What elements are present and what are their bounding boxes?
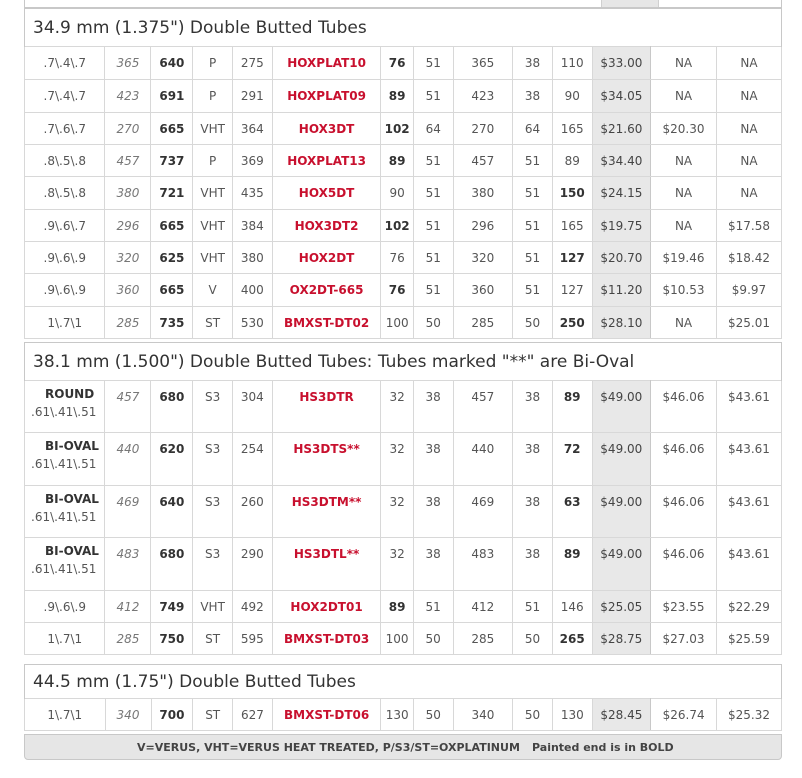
table-cell: 50 [413, 307, 453, 339]
table-cell: $10.53 [651, 274, 717, 307]
table-cell: 38 [513, 80, 553, 113]
table-cell: 89 [552, 145, 592, 177]
table-cell: $27.03 [651, 623, 717, 655]
table-cell: NA [651, 145, 717, 177]
price-cell: $49.00 [592, 381, 651, 433]
table-cell: 64 [513, 113, 553, 145]
table-cell: 749 [151, 591, 193, 623]
table-cell: VHT [193, 591, 233, 623]
wall-thickness-cell [25, 381, 105, 433]
table-cell: 51 [413, 210, 453, 242]
table-cell: $43.61 [716, 433, 781, 486]
table-cell: .9\.6\.9 [25, 591, 105, 623]
table-cell: 89 [381, 145, 413, 177]
table-cell: 680 [151, 381, 193, 433]
table-cell: 440 [105, 433, 151, 486]
table-cell: $25.01 [716, 307, 781, 339]
part-number-cell: BMXST-DT03 [272, 623, 381, 655]
table-cell: 737 [151, 145, 193, 177]
table-cell: 38 [413, 381, 453, 433]
price-cell: $28.10 [592, 307, 651, 339]
table-cell: NA [716, 145, 781, 177]
table-cell: S3 [193, 381, 233, 433]
table-cell: 50 [513, 623, 553, 655]
table-cell: 380 [453, 177, 513, 210]
table-cell: 89 [381, 80, 413, 113]
table-cell: ST [193, 699, 233, 731]
table-cell: 320 [105, 242, 151, 274]
table-cell: 364 [233, 113, 273, 145]
legend-footer [24, 734, 782, 760]
table-cell: 146 [552, 591, 592, 623]
table-cell: 1\.7\1 [25, 623, 105, 655]
table-cell: $20.30 [651, 113, 717, 145]
table-cell: 50 [413, 623, 453, 655]
table-cell: NA [651, 80, 717, 113]
price-cell: $25.05 [592, 591, 651, 623]
table-cell: 680 [151, 538, 193, 591]
table-cell: 270 [453, 113, 513, 145]
table-cell: 483 [453, 538, 513, 591]
table-cell: 750 [151, 623, 193, 655]
table-cell: 89 [552, 538, 592, 591]
table-cell: $25.59 [716, 623, 781, 655]
table-row [25, 538, 782, 591]
table-cell: 32 [381, 538, 413, 591]
part-number-cell: HOXPLAT10 [272, 47, 381, 80]
table-cell: 102 [381, 210, 413, 242]
table-cell: 285 [453, 307, 513, 339]
price-cell: $28.45 [592, 699, 651, 731]
table-cell: 469 [453, 486, 513, 538]
table-cell: 50 [513, 699, 553, 731]
table-cell: 285 [453, 623, 513, 655]
table-cell: $26.74 [651, 699, 717, 731]
table-cell: 110 [552, 47, 592, 80]
table-cell: 625 [151, 242, 193, 274]
table-cell: 665 [151, 113, 193, 145]
table-cell: 51 [513, 591, 553, 623]
table-cell: $23.55 [651, 591, 717, 623]
table-cell: $46.06 [651, 538, 717, 591]
table-cell: 380 [233, 242, 273, 274]
table-cell: 150 [552, 177, 592, 210]
table-cell: ST [193, 307, 233, 339]
table-top-edge [24, 0, 782, 8]
part-number-cell: HOXPLAT13 [272, 145, 381, 177]
price-cell: $33.00 [592, 47, 651, 80]
table-cell: 127 [552, 242, 592, 274]
part-number-cell: HS3DTL** [272, 538, 381, 591]
section-title: 44.5 mm (1.75") Double Butted Tubes [25, 665, 782, 699]
table-row [25, 307, 782, 339]
table-cell: 1\.7\1 [25, 699, 106, 731]
table-cell: 483 [105, 538, 151, 591]
table-cell: .8\.5\.8 [25, 145, 105, 177]
table-cell: $9.97 [716, 274, 781, 307]
table-cell: 365 [105, 47, 151, 80]
table-cell: 38 [513, 486, 553, 538]
material-legend: V=VERUS, VHT=VERUS HEAT TREATED, P/S3/ST=OXPLATINUM [137, 741, 520, 754]
part-number-cell: HOX5DT [272, 177, 381, 210]
table-cell: 457 [453, 381, 513, 433]
table-cell: NA [651, 210, 717, 242]
table-cell: VHT [193, 242, 233, 274]
price-cell: $11.20 [592, 274, 651, 307]
table-cell: 72 [552, 433, 592, 486]
table-cell: 735 [151, 307, 193, 339]
part-number-cell: HS3DTR [272, 381, 381, 433]
table-cell: NA [651, 47, 717, 80]
table-cell: 38 [513, 538, 553, 591]
table-row [25, 145, 782, 177]
table-row [25, 113, 782, 145]
table-cell: 721 [151, 177, 193, 210]
table-cell: 254 [232, 433, 272, 486]
wall-thickness-cell [25, 538, 105, 591]
table-cell: 595 [232, 623, 272, 655]
price-cell: $34.05 [592, 80, 651, 113]
table-row [25, 433, 782, 486]
table-cell: $43.61 [716, 486, 781, 538]
table-row [25, 591, 782, 623]
table-cell: 51 [413, 242, 453, 274]
table-cell: 127 [552, 274, 592, 307]
part-number-cell: BMXST-DT02 [272, 307, 381, 339]
part-number-cell: HS3DTS** [272, 433, 381, 486]
table-cell: 412 [105, 591, 151, 623]
table-cell: 51 [413, 80, 453, 113]
table-cell: $25.32 [717, 699, 782, 731]
table-cell: 691 [151, 80, 193, 113]
section-title: 38.1 mm (1.500") Double Butted Tubes: Tubes marked "**" are Bi-Oval [25, 343, 782, 381]
table-cell: 38 [413, 538, 453, 591]
table-cell: 50 [513, 307, 553, 339]
table-cell: $46.06 [651, 433, 717, 486]
table-cell: .9\.6\.9 [25, 242, 105, 274]
table-cell: 32 [381, 433, 413, 486]
table-cell: 285 [105, 623, 151, 655]
table-row [25, 486, 782, 538]
table-cell: 89 [552, 381, 592, 433]
table-cell: 423 [453, 80, 513, 113]
table-cell: 265 [552, 623, 592, 655]
table-cell: 469 [105, 486, 151, 538]
table-cell: NA [651, 177, 717, 210]
price-cell: $28.75 [592, 623, 651, 655]
price-cell: $49.00 [592, 538, 651, 591]
section-table [24, 664, 782, 731]
table-row [25, 623, 782, 655]
table-cell: 365 [453, 47, 513, 80]
table-cell: 51 [413, 274, 453, 307]
table-cell: 51 [513, 274, 553, 307]
part-number-cell: HOX2DT01 [272, 591, 381, 623]
table-cell: 90 [381, 177, 413, 210]
table-cell: VHT [193, 177, 233, 210]
table-cell: .7\.6\.7 [25, 113, 105, 145]
price-cell: $49.00 [592, 486, 651, 538]
part-number-cell: OX2DT-665 [272, 274, 381, 307]
table-cell: 290 [232, 538, 272, 591]
table-cell: 340 [105, 699, 151, 731]
table-cell: 63 [552, 486, 592, 538]
table-cell: 1\.7\1 [25, 307, 105, 339]
table-row [25, 381, 782, 433]
table-cell: 76 [381, 47, 413, 80]
table-cell: 51 [413, 145, 453, 177]
table-cell: 51 [513, 210, 553, 242]
table-cell: 304 [232, 381, 272, 433]
table-cell: 51 [513, 242, 553, 274]
part-number-cell: HOX3DT2 [272, 210, 381, 242]
table-cell: 38 [413, 433, 453, 486]
table-row [25, 80, 782, 113]
table-cell: 320 [453, 242, 513, 274]
table-cell: 640 [151, 47, 193, 80]
wall-thickness-cell [25, 433, 105, 486]
table-cell: .8\.5\.8 [25, 177, 105, 210]
table-cell: 530 [233, 307, 273, 339]
table-cell: $46.06 [651, 381, 717, 433]
wall-thickness-cell [25, 486, 105, 538]
table-cell: 130 [381, 699, 413, 731]
table-cell: NA [716, 177, 781, 210]
table-cell: $17.58 [716, 210, 781, 242]
table-cell: 412 [453, 591, 513, 623]
table-cell: 620 [151, 433, 193, 486]
table-cell: 340 [453, 699, 513, 731]
table-cell: 50 [413, 699, 453, 731]
table-cell: $46.06 [651, 486, 717, 538]
table-cell: ST [193, 623, 233, 655]
table-cell: 296 [453, 210, 513, 242]
table-cell: 369 [233, 145, 273, 177]
part-number-cell: HOX3DT [272, 113, 381, 145]
table-cell: 285 [105, 307, 151, 339]
price-cell: $19.75 [592, 210, 651, 242]
table-cell: 360 [105, 274, 151, 307]
table-cell: 76 [381, 274, 413, 307]
table-cell: 296 [105, 210, 151, 242]
table-cell: 665 [151, 274, 193, 307]
table-cell: VHT [193, 210, 233, 242]
table-cell: 38 [513, 433, 553, 486]
table-row [25, 210, 782, 242]
part-number-cell: HS3DTM** [272, 486, 381, 538]
table-cell: $43.61 [716, 381, 781, 433]
table-cell: 492 [232, 591, 272, 623]
table-cell: $22.29 [716, 591, 781, 623]
table-cell: 435 [233, 177, 273, 210]
table-cell: 51 [513, 177, 553, 210]
table-row [25, 699, 782, 731]
table-cell: P [193, 47, 233, 80]
wall-thickness-value: .61\.41\.51 [31, 562, 97, 576]
table-cell: NA [716, 113, 781, 145]
table-row [25, 177, 782, 210]
section-title: 34.9 mm (1.375") Double Butted Tubes [25, 9, 782, 47]
tube-shape-label: BI-OVAL [45, 439, 99, 453]
table-cell: .7\.4\.7 [25, 80, 105, 113]
table-cell: S3 [193, 538, 233, 591]
table-cell: 51 [413, 177, 453, 210]
table-cell: P [193, 145, 233, 177]
price-cell: $24.15 [592, 177, 651, 210]
table-cell: $19.46 [651, 242, 717, 274]
table-cell: 360 [453, 274, 513, 307]
table-cell: 457 [105, 145, 151, 177]
table-cell: 640 [151, 486, 193, 538]
table-cell: NA [716, 80, 781, 113]
table-cell: 250 [552, 307, 592, 339]
tube-shape-label: BI-OVAL [45, 544, 99, 558]
table-cell: .9\.6\.7 [25, 210, 105, 242]
table-cell: 275 [233, 47, 273, 80]
table-row [25, 242, 782, 274]
table-cell: 38 [513, 47, 553, 80]
table-cell: NA [651, 307, 717, 339]
tube-shape-label: BI-OVAL [45, 492, 99, 506]
price-cell: $20.70 [592, 242, 651, 274]
table-cell: 102 [381, 113, 413, 145]
table-cell: 51 [413, 47, 453, 80]
table-cell: 270 [105, 113, 151, 145]
price-cell: $34.40 [592, 145, 651, 177]
table-cell: VHT [193, 113, 233, 145]
price-cell: $49.00 [592, 433, 651, 486]
table-cell: 400 [233, 274, 273, 307]
table-cell: 51 [513, 145, 553, 177]
table-cell: 130 [552, 699, 592, 731]
table-cell: 423 [105, 80, 151, 113]
table-cell: 32 [381, 381, 413, 433]
table-cell: 627 [233, 699, 273, 731]
table-cell: NA [716, 47, 781, 80]
wall-thickness-value: .61\.41\.51 [31, 405, 97, 419]
table-cell: $43.61 [716, 538, 781, 591]
table-cell: 100 [381, 307, 413, 339]
part-number-cell: HOXPLAT09 [272, 80, 381, 113]
table-cell: 32 [381, 486, 413, 538]
table-cell: $18.42 [716, 242, 781, 274]
table-cell: 76 [381, 242, 413, 274]
section-table [24, 342, 782, 655]
part-number-cell: HOX2DT [272, 242, 381, 274]
table-cell: .9\.6\.9 [25, 274, 105, 307]
table-cell: 38 [413, 486, 453, 538]
section-table [24, 8, 782, 339]
table-cell: 64 [413, 113, 453, 145]
table-cell: 165 [552, 113, 592, 145]
table-cell: S3 [193, 433, 233, 486]
wall-thickness-value: .61\.41\.51 [31, 457, 97, 471]
table-cell: 38 [513, 381, 553, 433]
part-number-cell: BMXST-DT06 [272, 699, 381, 731]
table-cell: 700 [151, 699, 193, 731]
table-cell: P [193, 80, 233, 113]
table-cell: 100 [381, 623, 413, 655]
table-cell: V [193, 274, 233, 307]
table-cell: 291 [233, 80, 273, 113]
tube-shape-label: ROUND [45, 387, 95, 401]
table-cell: 665 [151, 210, 193, 242]
table-cell: 90 [552, 80, 592, 113]
table-cell: 384 [233, 210, 273, 242]
price-cell: $21.60 [592, 113, 651, 145]
table-cell: S3 [193, 486, 233, 538]
table-cell: 440 [453, 433, 513, 486]
table-cell: 380 [105, 177, 151, 210]
table-cell: 51 [413, 591, 453, 623]
painted-end-note: Painted end is in BOLD [532, 741, 674, 754]
table-cell: 457 [105, 381, 151, 433]
table-cell: 260 [232, 486, 272, 538]
table-cell: .7\.4\.7 [25, 47, 105, 80]
wall-thickness-value: .61\.41\.51 [31, 510, 97, 524]
table-row [25, 47, 782, 80]
table-cell: 457 [453, 145, 513, 177]
table-row [25, 274, 782, 307]
table-cell: 89 [381, 591, 413, 623]
table-cell: 165 [552, 210, 592, 242]
